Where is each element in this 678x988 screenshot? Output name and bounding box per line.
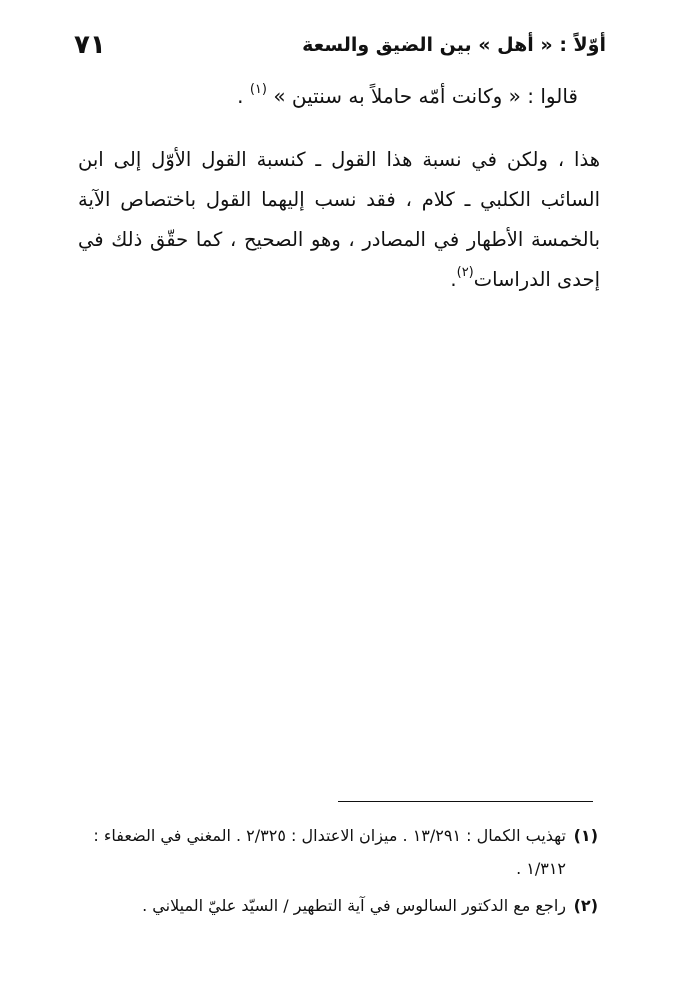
page-number: ٧١ xyxy=(74,30,106,60)
footnote-1 xyxy=(78,819,598,885)
paragraph-end-dot: . xyxy=(450,268,457,291)
footnote-ref-2[interactable]: (٢) xyxy=(456,265,474,280)
footnote-number: (٢) xyxy=(573,896,598,915)
quote-end-dot: . xyxy=(237,84,244,108)
footnotes-section xyxy=(78,819,598,922)
footnote-divider xyxy=(338,801,593,802)
footnote-ref-1[interactable]: (١) xyxy=(249,82,267,97)
footnote-text: راجع مع الدكتور السالوس في آية التطهير / السيّد عليّ الميلاني . xyxy=(142,896,566,915)
footnote-text: تهذيب الكمال : ١٣/٢٩١ . ميزان الاعتدال : ٢/٣٢٥ . المغني في الضعفاء : ١/٣١٢ . xyxy=(93,826,566,878)
quote-line xyxy=(158,84,578,108)
footnote-2 xyxy=(78,889,598,922)
running-title: أوّلاً : « أهل » بين الضيق والسعة xyxy=(302,34,606,56)
body-paragraph xyxy=(78,140,600,300)
footnote-number: (١) xyxy=(573,826,598,845)
quote-text: قالوا : « وكانت أمّه حاملاً به سنتين » xyxy=(273,84,578,108)
paragraph-text: هذا ، ولكن في نسبة هذا القول ـ كنسبة القول الأوّل إلى ابن السائب الكلبي ـ كلام ، فقد نسب إليهما القول باختصاص الآية بالخمسة الأطهار في المصادر ، وهو الصحيح ، كما حقّق ذلك في إحدى الدراسات xyxy=(78,148,600,291)
